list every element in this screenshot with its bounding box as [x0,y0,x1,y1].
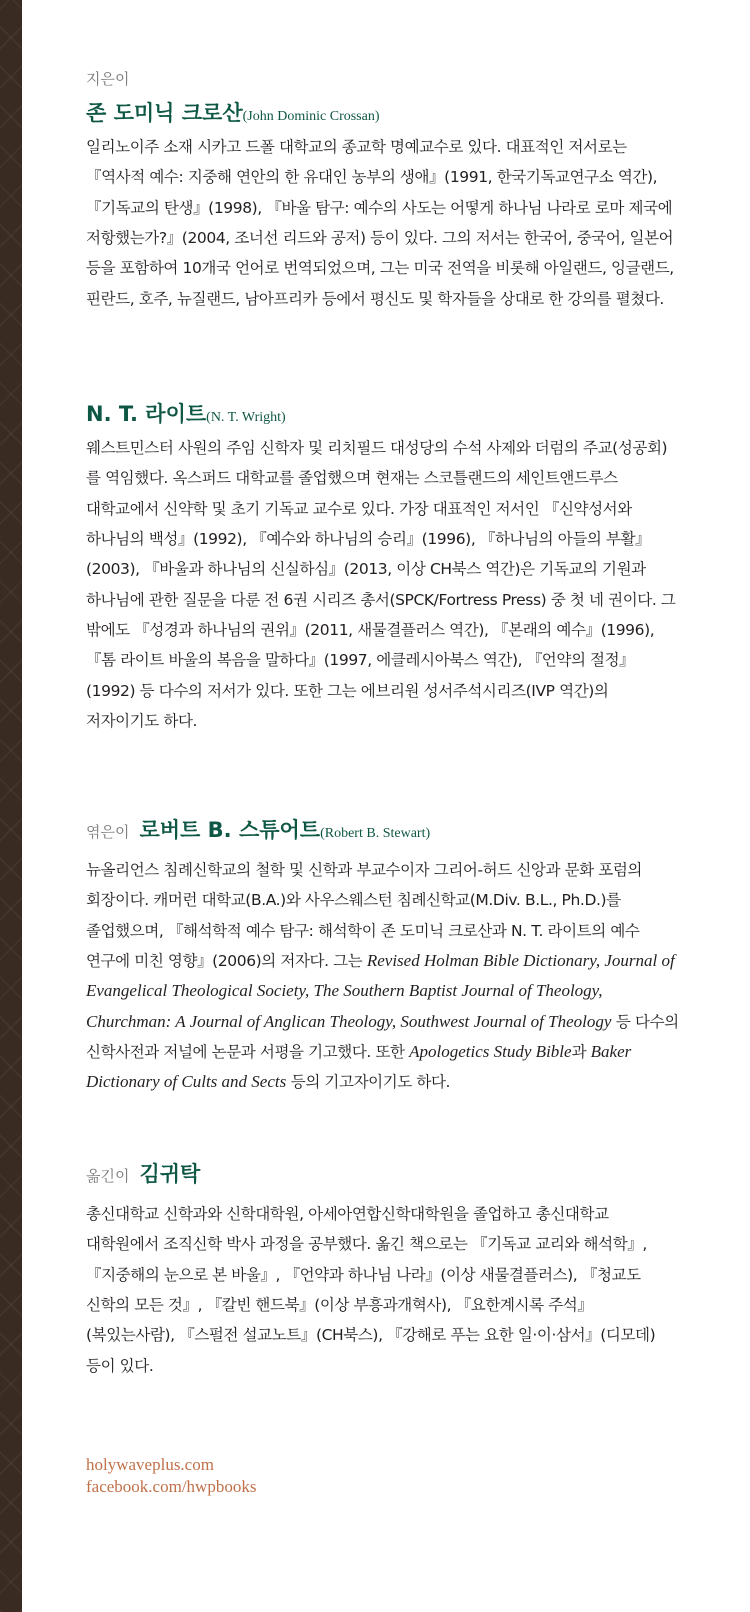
author2-name-english: (N. T. Wright) [206,410,286,425]
author1-role-label: 지은이 [86,70,130,88]
editor-bio-text-2: 등 다수의 신학사전과 저널에 논문과 서평을 기고했다. 또한 [86,1012,679,1061]
editor-section [86,818,681,1098]
editor-name [139,818,430,843]
author1-bio: 일리노이주 소재 시카고 드폴 대학교의 종교학 명예교수로 있다. 대표적인 저서로는 『역사적 예수: 지중해 연안의 한 유대인 농부의 생애』(1991, 한국기독교연구소 역간), 『기독교의 탄생』(1998), 『바울 탐구: 예수의 사도는 어떻게 하나님 나라로 로마 제국에 저항했는가?』(2004, 조너선 리드와 공저) 등이 있다. 그의 저서는 한국어, 중국어, 일본어 등을 포함하여 10개국 언어로 번역되었으며, 그는 미국 전역을 비롯해 아일랜드, 잉글랜드, 핀란드, 호주, 뉴질랜드, 남아프리카 등에서 평신도 및 학자들을 상대로 한 강의를 펼쳤다. [86,138,674,308]
editor-name-english: (Robert B. Stewart) [320,826,431,841]
editor-bio [86,855,681,1097]
author1-name-english: (John Dominic Crossan) [242,109,380,124]
editor-role-label: 엮은이 [86,823,130,841]
author2-name-korean: N. T. 라이트 [86,402,207,426]
translator-section [86,1162,681,1381]
editor-bio-italic-journals: Revised Holman Bible Dictionary, Journal of Evangelical Theological Society, The Southern Baptist Journal of Theology, Churchman: A Journal of Anglican Theology, Southwest Journal of Theology [86,951,675,1031]
author2-bio: 웨스트민스터 사원의 주임 신학자 및 리치필드 대성당의 수석 사제와 더럼의 주교(성공회)를 역임했다. 옥스퍼드 대학교를 졸업했으며 현재는 스코틀랜드의 세인트앤드루스 대학교에서 신약학 및 초기 기독교 교수로 있다. 가장 대표적인 저서인 『신약성서와 하나님의 백성』(1992), 『예수와 하나님의 승리』(1996), 『하나님의 아들의 부활』(2003), 『바울과 하나님의 신실하심』(2013, 이상 CH북스 역간)은 기독교의 기원과 하나님에 관한 질문을 다룬 전 6권 시리즈 총서(SPCK/Fortress Press) 중 첫 네 권이다. 그 밖에도 『성경과 하나님의 권위』(2011, 새물결플러스 역간), 『본래의 예수』(1996), 『톰 라이트 바울의 복음을 말하다』(1997, 에클레시아북스 역간), 『언약의 절정』(1992) 등 다수의 저서가 있다. 또한 그는 에브리원 성서주석시리즈(IVP 역간)의 저자이기도 하다. [86,439,676,730]
website-link[interactable]: holywaveplus.com [86,1455,214,1474]
author1-name [86,101,681,126]
editor-bio-text-1: 뉴올리언스 침례신학교의 철학 및 신학과 부교수이자 그리어-허드 신앙과 문화 포럼의 회장이다. 캐머런 대학교(B.A.)와 사우스웨스턴 침례신학교(M.Div. B.L., Ph.D.)를 졸업했으며, 『해석학적 예수 탐구: 해석학이 존 도미닉 크로산과 N. T. 라이트의 예수 연구에 미친 영향』(2006)의 저자다. 그는 [86,861,642,971]
author1-section [86,72,681,314]
translator-name-korean: 김귀탁 [139,1162,201,1186]
translator-role-label: 옮긴이 [86,1167,130,1185]
decorative-side-bar [0,0,22,1612]
author2-name [86,402,681,427]
facebook-link[interactable]: facebook.com/hwpbooks [86,1477,257,1496]
editor-bio-italic-dictionary: Baker Dictionary of Cults and Sects [86,1041,632,1092]
translator-bio: 총신대학교 신학과와 신학대학원, 아세아연합신학대학원을 졸업하고 총신대학교 대학원에서 조직신학 박사 과정을 공부했다. 옮긴 책으로는 『기독교 교리와 해석학』, 『지중해의 눈으로 본 바울』, 『언약과 하나님 나라』(이상 새물결플러스), 『청교도 신학의 모든 것』, 『칼빈 핸드북』(이상 부흥과개혁사), 『요한계시록 주석』(복있는사람), 『스펄전 설교노트』(CH북스), 『강해로 푸는 요한 일·이·삼서』(디모데) 등이 있다. [86,1205,656,1375]
author2-section [86,402,681,736]
publisher-links [86,1454,256,1498]
translator-heading [86,1162,681,1187]
editor-heading [86,818,681,843]
editor-bio-text-3: 과 [571,1042,591,1061]
editor-bio-italic-study-bible: Apologetics Study Bible [409,1041,572,1061]
author1-name-korean: 존 도미닉 크로산 [86,101,243,125]
editor-name-korean: 로버트 B. 스튜어트 [139,818,321,842]
editor-bio-text-4: 등의 기고자이기도 하다. [286,1073,451,1092]
